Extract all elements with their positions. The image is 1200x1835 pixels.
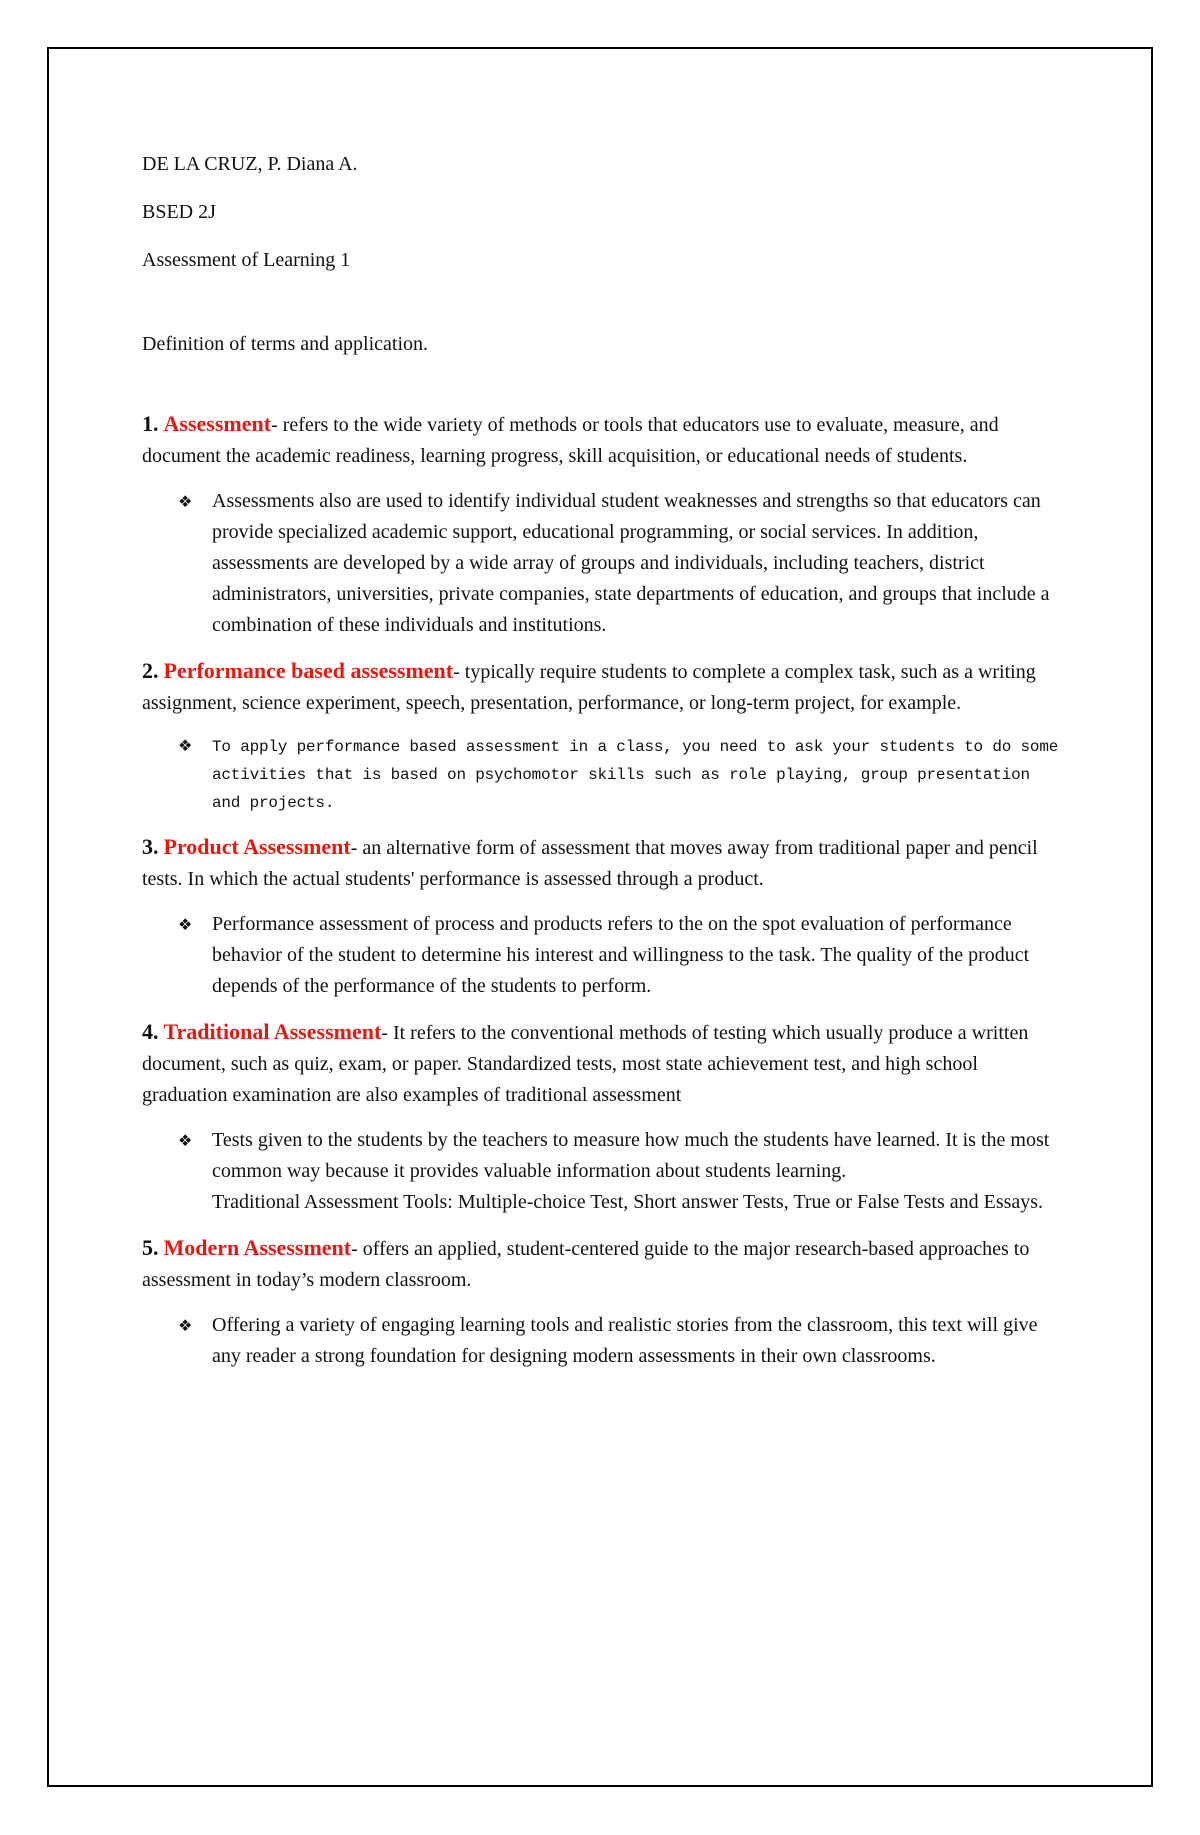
bullet-text: Offering a variety of engaging learning tools and realistic stories from the classroom, this text will give any reader a strong foundation for designing modern assessments in their own classrooms. <box>212 1314 1038 1367</box>
term-number: 4. <box>142 1019 159 1044</box>
term-name: Modern Assessment <box>163 1235 352 1260</box>
bullet-text: To apply performance based assessment in a class, you need to ask your students to do some activities that is based on psychomotor skills such as role playing, group presentation and projects. <box>212 738 1059 812</box>
diamond-bullet-icon: ❖ <box>178 492 193 511</box>
term-bullet-2 <box>142 733 1062 817</box>
term-item-2 <box>142 655 1062 719</box>
term-number: 5. <box>142 1235 159 1260</box>
subject-title: Assessment of Learning 1 <box>142 249 351 271</box>
term-definition: - refers to the wide variety of methods or tools that educators use to evaluate, measure, and document the academic readiness, learning progress, skill acquisition, or educational needs of students. <box>142 414 999 467</box>
term-item-5 <box>142 1232 1062 1296</box>
term-name: Product Assessment <box>163 834 351 859</box>
term-definition: - offers an applied, student-centered guide to the major research-based approaches to assessment in today’s modern classroom. <box>142 1238 1030 1291</box>
bullet-text: Performance assessment of process and products refers to the on the spot evaluation of performance behavior of the student to determine his interest and willingness to the task. The quality of the product depends of the performance of the students to perform. <box>212 913 1030 997</box>
term-bullet-5 <box>142 1310 1062 1372</box>
bullet-text: Assessments also are used to identify individual student weaknesses and strengths so that educators can provide specialized academic support, educational programming, or social services. In addition, assessments are developed by a wide array of groups and individuals, including teachers, district administrators, universities, private companies, state departments of education, and groups that include a combination of these individuals and institutions. <box>212 490 1050 636</box>
document-body <box>142 140 1062 1372</box>
term-number: 2. <box>142 658 159 683</box>
term-name: Assessment <box>163 411 272 436</box>
term-definition: - an alternative form of assessment that moves away from traditional paper and pencil tests. In which the actual students' performance is assessed through a product. <box>142 837 1038 890</box>
term-name: Performance based assessment <box>163 658 454 683</box>
term-definition: - It refers to the conventional methods of testing which usually produce a written document, such as quiz, exam, or paper. Standardized tests, most state achievement test, and high school graduation examination are also examples of traditional assessment <box>142 1022 1029 1106</box>
diamond-bullet-icon: ❖ <box>178 736 193 755</box>
diamond-bullet-icon: ❖ <box>178 1316 193 1335</box>
term-number: 1. <box>142 411 159 436</box>
term-item-3 <box>142 831 1062 895</box>
term-bullet-4 <box>142 1125 1062 1218</box>
term-item-1 <box>142 408 1062 472</box>
term-bullet-3 <box>142 909 1062 1002</box>
document-subtitle: Definition of terms and application. <box>142 333 429 355</box>
term-bullet-1 <box>142 486 1062 641</box>
course-section: BSED 2J <box>142 201 216 223</box>
bullet-extra-text: Traditional Assessment Tools: Multiple-choice Test, Short answer Tests, True or False Tests and Essays. <box>212 1191 1044 1213</box>
bullet-text: Tests given to the students by the teachers to measure how much the students have learned. It is the most common way because it provides valuable information about students learning. <box>212 1129 1050 1182</box>
student-name: DE LA CRUZ, P. Diana A. <box>142 153 358 175</box>
term-definition: - typically require students to complete a complex task, such as a writing assignment, science experiment, speech, presentation, performance, or long-term project, for example. <box>142 661 1036 714</box>
diamond-bullet-icon: ❖ <box>178 915 193 934</box>
term-name: Traditional Assessment <box>163 1019 382 1044</box>
diamond-bullet-icon: ❖ <box>178 1131 193 1150</box>
term-number: 3. <box>142 834 159 859</box>
term-item-4 <box>142 1016 1062 1111</box>
